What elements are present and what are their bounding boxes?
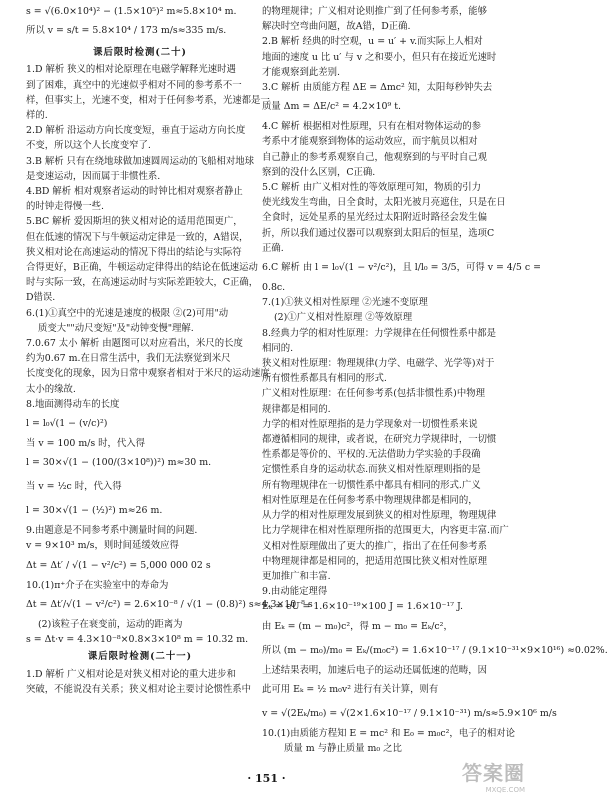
text-line: 3.C 解析 由质能方程 ΔE = Δmc² 知，太阳每秒钟失去 — [262, 82, 493, 94]
text-line: l = 30×√(1 − (100/(3×10⁸))²) m≈30 m. — [26, 457, 212, 469]
text-line: 比力学规律在相对性原理所指的范围更大，内容更丰富.而广 — [262, 525, 509, 537]
text-line: 解决时空弯曲问题，故A错，D正确. — [262, 21, 411, 33]
text-line: 3.B 解析 只有在绕地球做加速圆周运动的飞船相对地球 — [26, 155, 255, 167]
text-line: 1.D 解析 狭义的相对论原理在电磁学解释光速时遇 — [26, 64, 236, 76]
text-line: 太小的缘故. — [26, 383, 76, 395]
text-line: 质量 Δm = ΔE/c² = 4.2×10⁹ t. — [262, 101, 401, 113]
watermark-text: 答案圈 — [462, 761, 525, 785]
text-line: 所以 (m − m₀)/m₀ = Eₖ/(m₀c²) = 1.6×10⁻¹⁷ / (9.1×10⁻³¹×9×10¹⁶) ≈0.02%. — [262, 644, 608, 656]
text-line: 但在低速的情况下与牛顿运动定律是一致的，A错误， — [26, 231, 249, 243]
text-line: 突破，不能说没有关系；狭义相对论主要讨论惯性系中 — [26, 683, 252, 695]
text-line: D错误. — [26, 292, 56, 304]
text-line: 时与实际一致，在高速运动时与实际差距较大，C正确， — [26, 277, 259, 289]
text-line: 察到的没什么区别，C正确. — [262, 166, 376, 178]
text-line: 当 v = ½c 时，代入得 — [26, 481, 122, 493]
text-line: 相同的. — [262, 342, 294, 354]
text-line: 质量 m 与静止质量 m₀ 之比 — [284, 742, 402, 754]
text-line: Δt = Δt′/√(1 − v²/c²) = 2.6×10⁻⁸ / √(1 − (0.8)²) s≈4.3×10⁻⁸ s — [26, 598, 313, 610]
text-line: 约为0.67 m.在日常生活中，我们无法察觉到米尺 — [26, 353, 231, 365]
text-line: 广义相对性原理：在任何参考系(包括非惯性系)中物理 — [262, 388, 485, 400]
text-line: 不变，所以这个人长度变窄了. — [26, 140, 151, 152]
text-line: 6.(1)①真空中的光速是速度的极限 ②(2)可用"动 — [26, 307, 229, 319]
text-line: 样的. — [26, 110, 48, 122]
text-line: 所有惯性系都具有相同的形式. — [262, 373, 387, 385]
text-line: 2.B 解析 经典的时空观，u = u′ + v.而实际上人相对 — [262, 36, 483, 48]
watermark-logo — [462, 757, 525, 794]
text-line: 10.(1)由质能方程知 E = mc² 和 E₀ = m₀c²，电子的相对论 — [262, 727, 516, 739]
text-line: Δt = Δt′ / √(1 − v²/c²) = 5,000 000 02 s — [26, 559, 211, 571]
text-line: 自己静止的参考系观察自己，他观察到的与平时自己观 — [262, 151, 488, 163]
right-column — [262, 4, 608, 756]
text-line: 4.BD 解析 相对观察者运动的时钟比相对观察者静止 — [26, 186, 243, 198]
text-line: 当 v = 100 m/s 时，代入得 — [26, 438, 146, 450]
text-line: 5.BC 解析 爱因斯坦的狭义相对论的适用范围更广， — [26, 216, 243, 228]
page-number: · 151 · — [247, 772, 286, 785]
text-line: 由 Eₖ = (m − m₀)c²，得 m − m₀ = Eₖ/c²， — [262, 620, 453, 632]
text-line: 的时钟走得慢一些. — [26, 201, 104, 213]
text-line: v = √(2Eₖ/m₀) = √(2×1.6×10⁻¹⁷ / 9.1×10⁻³¹) m/s≈5.9×10⁶ m/s — [262, 707, 557, 719]
text-line: Eₖ = eU = 1.6×10⁻¹⁹×100 J = 1.6×10⁻¹⁷ J. — [262, 601, 463, 613]
text-line: 9.由题意是不同参考系中测量时间的问题. — [26, 525, 198, 537]
text-line: 上述结果表明，加速后电子的运动还属低速的范畴，因 — [262, 664, 488, 676]
text-line: 1.D 解析 广义相对论是对狭义相对论的重大进步和 — [26, 668, 236, 680]
text-line: 使光线发生弯曲，日全食时，太阳光被月亮遮住，只是在日 — [262, 197, 506, 209]
section-heading: 课后限时检测(二十) — [93, 47, 187, 59]
text-line: 合得更好，B正确，牛顿运动定律得出的结论在低速运动 — [26, 262, 258, 274]
text-line: (2)①广义相对性原理 ②等效原理 — [274, 312, 413, 324]
text-line: 样，但事实上，光速不变，相对于任何参考系，光速都是一 — [26, 94, 270, 106]
text-line: 0.8c. — [262, 282, 286, 294]
text-line: 7.(1)①狭义相对性原理 ②光速不变原理 — [262, 297, 428, 309]
text-line: 相对性原理是在任何参考系中物理规律都是相同的， — [262, 494, 478, 506]
text-line: 的物理规律；广义相对论则推广到了任何参考系，能够 — [262, 6, 488, 17]
text-line: 从力学的相对性原理发展到狭义的相对性原理，物理规律 — [262, 510, 497, 522]
text-line: 10.(1)π⁺介子在实验室中的寿命为 — [26, 579, 169, 591]
text-line: v = 9×10³ m/s，则时间延缓效应得 — [26, 540, 179, 552]
text-line: 正确. — [262, 242, 284, 254]
text-line: l = l₀√(1 − (v/c)²) — [26, 418, 108, 430]
text-line: 5.C 解析 由广义相对性的等效原理可知，物质的引力 — [262, 182, 481, 194]
text-line: l = 30×√(1 − (½)²) m≈26 m. — [26, 505, 163, 517]
text-line: 才能观察到此差别. — [262, 66, 340, 78]
text-line: 中物理规律都是相同的，把适用范围比狭义相对性原理 — [262, 555, 488, 567]
text-line: 全食时，远处星系的星光经过太阳附近时路径会发生偏 — [262, 212, 488, 224]
text-line: 考系中才能观察到物体的运动效应，而宇航员以相对 — [262, 136, 478, 148]
text-line: 4.C 解析 根据相对性原理，只有在相对物体运动的参 — [262, 121, 481, 133]
text-line: 力学的相对性原理指的是力学现象对一切惯性系来说 — [262, 418, 478, 430]
text-line: s = √(6.0×10⁴)² − (1.5×10⁵)² m≈5.8×10⁴ m. — [26, 6, 237, 17]
text-line: 性系都是等价的、平权的.无法借助力学实验的手段确 — [262, 449, 481, 461]
text-line: 质变大""动尺变短"及"动钟变慢"理解. — [38, 322, 194, 334]
text-line: 7.0.67 太小 解析 由题图可以对应看出，米尺的长度 — [26, 338, 243, 350]
text-line: 狭义相对性原理：物理规律(力学、电磁学、光学等)对于 — [262, 358, 495, 370]
text-line: 定惯性系自身的运动状态.而狭义相对性原理则指的是 — [262, 464, 481, 476]
text-line: 是变速运动，因而属于非惯性系. — [26, 170, 161, 182]
text-line: 义相对性原理做出了更大的推广，指出了在任何参考系 — [262, 540, 488, 552]
text-line: 2.D 解析 沿运动方向长度变短，垂直于运动方向长度 — [26, 125, 246, 137]
text-line: 所有物理规律在一切惯性系中都具有相同的形式.广义 — [262, 479, 481, 491]
text-line: 狭义相对论在高速运动的情况下得出的结论与实际符 — [26, 246, 242, 258]
watermark-url: MXQE.COM — [485, 786, 525, 794]
text-line: 长度变化的现象，因为日常中观察者相对于米尺的运动速度 — [26, 368, 270, 380]
text-line: 8.地面测得动车的长度 — [26, 398, 120, 410]
text-line: 所以 v = s/t = 5.8×10⁴ / 173 m/s≈335 m/s. — [26, 25, 227, 37]
section-heading: 课后限时检测(二十一) — [87, 651, 193, 663]
text-line: 8.经典力学的相对性原理：力学规律在任何惯性系中都是 — [262, 327, 496, 339]
text-line: 都遵循相同的规律，或者说，在研究力学规律时，一切惯 — [262, 434, 497, 446]
text-line: 地面的速度 u 比 u′ 与 v 之和要小，但只有在接近光速时 — [262, 51, 497, 63]
text-line: (2)该粒子在衰变前，运动的距离为 — [38, 618, 183, 630]
text-line: 6.C 解析 由 l = l₀√(1 − v²/c²)，且 l/l₀ = 3/5，可得 v = 4/5 c = — [262, 262, 541, 274]
text-line: 更加推广和丰富. — [262, 570, 331, 582]
text-line: 9.由动能定理得 — [262, 586, 328, 598]
text-line: 折，所以我们通过仪器可以观察到太阳后的恒星，选项C — [262, 227, 495, 239]
text-line: s = Δt·v = 4.3×10⁻⁸×0.8×3×10⁸ m = 10.32 m. — [26, 634, 249, 646]
text-line: 规律都是相同的. — [262, 403, 331, 415]
text-line: 此可用 Eₖ = ½ m₀v² 进行有关计算，则有 — [262, 683, 439, 695]
text-line: 到了困难，真空中的光速似乎相对不同的参考系不一 — [26, 79, 242, 91]
